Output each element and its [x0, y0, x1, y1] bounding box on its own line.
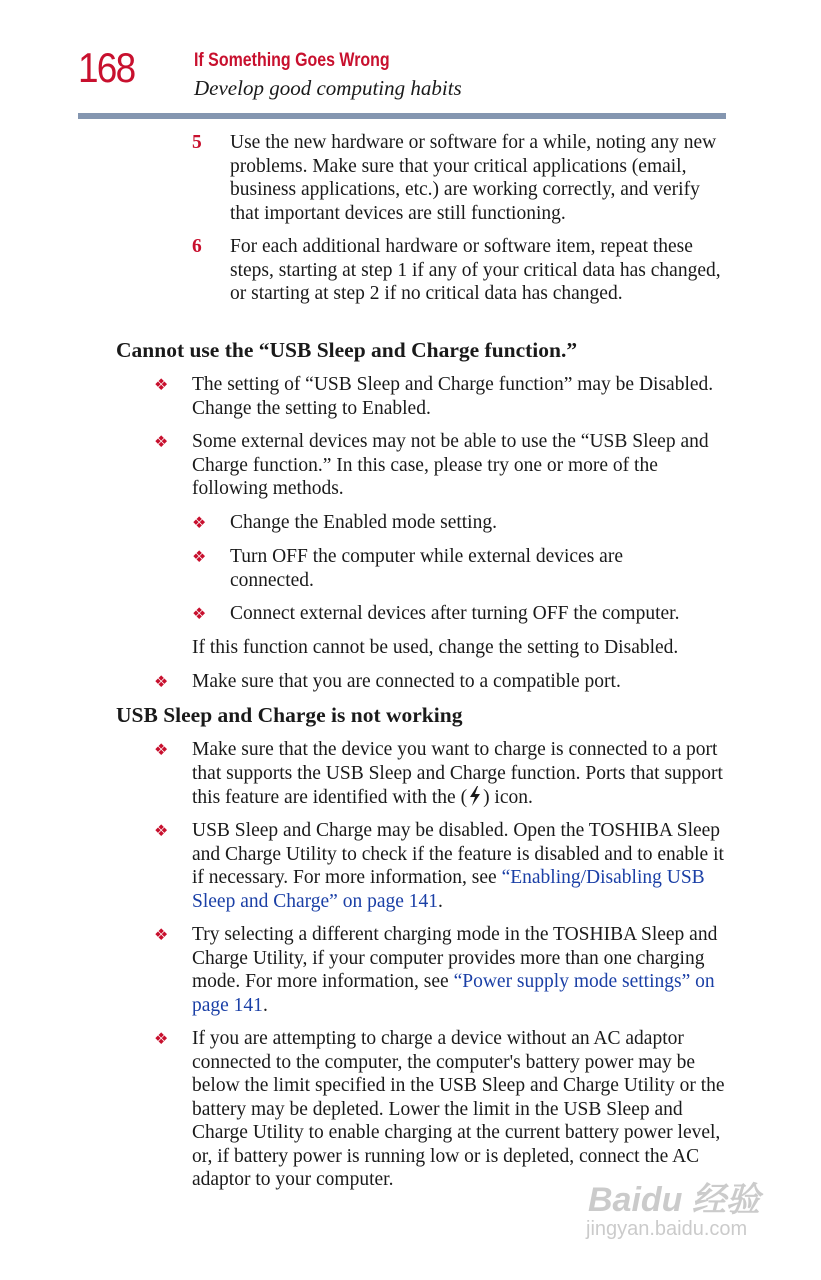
note-text: If this function cannot be used, change the setting to Disabled. [192, 637, 679, 658]
step-number: 6 [192, 236, 202, 257]
bullet-text-end: ) icon. [483, 787, 533, 808]
diamond-bullet-icon: ❖ [154, 740, 169, 759]
bullet-text: Try selecting a different charging mode in the TOSHIBA Sleep and Charge Utility, if your computer provides more than one charging mode. For more information, see [192, 924, 718, 992]
bullet-text: Connect external devices after turning OFF the computer. [230, 603, 680, 624]
section-title: Develop good computing habits [194, 76, 462, 100]
watermark-brand: Baidu 经验 [588, 1181, 760, 1219]
page-number: 168 [78, 44, 135, 91]
diamond-bullet-icon: ❖ [192, 604, 207, 623]
diamond-bullet-icon: ❖ [154, 1029, 169, 1048]
bullet-item [154, 430, 727, 501]
diamond-bullet-icon: ❖ [154, 432, 169, 451]
diamond-bullet-icon: ❖ [192, 513, 207, 532]
diamond-bullet-icon: ❖ [154, 821, 169, 840]
bullet-item [154, 923, 727, 1017]
sleep-and-charge-icon [467, 785, 483, 807]
bullet-item [154, 819, 727, 913]
step-text: Use the new hardware or software for a while, noting any new problems. Make sure that your critical applications (email, business applications, etc.) are working correctly, and verify that important devices are still functioning. [230, 132, 717, 224]
diamond-bullet-icon: ❖ [154, 375, 169, 394]
chapter-title: If Something Goes Wrong [194, 50, 390, 71]
bullet-text: Make sure that you are connected to a compatible port. [192, 671, 621, 692]
bullet-text: The setting of “USB Sleep and Charge function” may be Disabled. Change the setting to Enabled. [192, 374, 714, 419]
section-heading-cannot-use: Cannot use the “USB Sleep and Charge function.” [116, 338, 578, 362]
power-supply-mode-link[interactable]: “Power supply mode settings” on page 141 [192, 971, 715, 1016]
bullet-text: Turn OFF the computer while external devices are connected. [230, 546, 623, 591]
sub-bullet-item [192, 511, 725, 535]
sub-bullet-item [192, 545, 700, 592]
step-6 [192, 235, 730, 306]
baidu-watermark [582, 1168, 782, 1248]
diamond-bullet-icon: ❖ [192, 547, 207, 566]
bullet-item [154, 670, 727, 694]
bullet-text: Make sure that the device you want to charge is connected to a port that supports the USB Sleep and Charge function. Ports that support this feature are identified with the ( [192, 739, 723, 808]
section-heading-not-working: USB Sleep and Charge is not working [116, 703, 463, 727]
bullet-text-end: . [262, 994, 268, 1016]
step-5 [192, 131, 730, 225]
diamond-bullet-icon: ❖ [154, 925, 169, 944]
step-number: 5 [192, 132, 202, 153]
bullet-item [154, 1027, 727, 1192]
enabling-disabling-link[interactable]: “Enabling/Disabling USB Sleep and Charge” on page 141 [192, 867, 705, 912]
bullet-text: Change the Enabled mode setting. [230, 512, 497, 533]
watermark-site: jingyan.baidu.com [586, 1218, 748, 1240]
step-text: For each additional hardware or software item, repeat these steps, starting at step 1 if any of your critical data has changed, or starting at step 2 if no critical data has changed. [230, 236, 721, 304]
bullet-text: USB Sleep and Charge may be disabled. Open the TOSHIBA Sleep and Charge Utility to check if the feature is disabled and to enable it if necessary. For more information, see [192, 820, 724, 888]
diamond-bullet-icon: ❖ [154, 672, 169, 691]
bullet-item [154, 738, 727, 810]
bullet-text-end: . [438, 890, 443, 912]
bullet-text: Some external devices may not be able to use the “USB Sleep and Charge function.” In this case, please try one or more of the following methods. [192, 431, 709, 499]
bullet-item [154, 373, 727, 420]
bullet-text: If you are attempting to charge a device without an AC adaptor connected to the computer, the computer's battery power may be below the limit specified in the USB Sleep and Charge Utility or the battery may be depleted. Lower the limit in the USB Sleep and Charge Utility to enable charging at the current battery power level, or, if battery power is running low or is depleted, connect the AC adaptor to your computer. [192, 1028, 725, 1190]
sub-bullet-item [192, 602, 730, 626]
